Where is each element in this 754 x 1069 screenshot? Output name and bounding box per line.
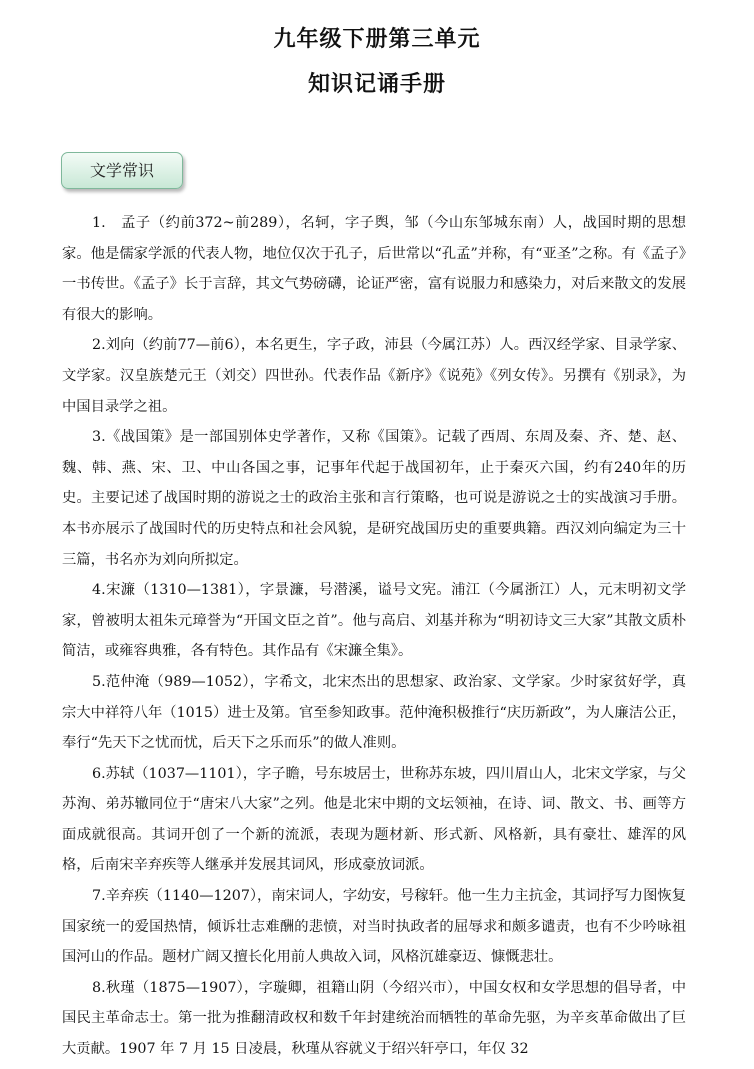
section-label-literary-knowledge: 文学常识 [61, 152, 183, 189]
paragraph-6: 6.苏轼（1037—1101），字子瞻，号东坡居士，世称苏东坡，四川眉山人，北宋文学家，与父苏洵、弟苏辙同位于“唐宋八大家”之列。他是北宋中期的文坛领袖，在诗、词、散文、书、画等方面成就很高。其词开创了一个新的流派，表现为题材新、形式新、风格新，具有豪壮、雄浑的风格，后南宋辛弃疾等人继承并发展其词风，形成豪放词派。 [62, 765, 686, 874]
paragraph-2: 2.刘向（约前77—前6），本名更生，字子政，沛县（今属江苏）人。西汉经学家、目录学家、文学家。汉皇族楚元王（刘交）四世孙。代表作品《新序》《说苑》《列女传》。另撰有《别录》，为中国目录学之祖。 [62, 337, 686, 415]
page-title: 九年级下册第三单元 [273, 27, 481, 52]
paragraph-5: 5.范仲淹（989—1052），字希文，北宋杰出的思想家、政治家、文学家。少时家贫好学，真宗大中祥符八年（1015）进士及第。官至参知政事。范仲淹积极推行“庆历新政”，为人廉洁公正，奉行“先天下之忧而忧，后天下之乐而乐”的做人准则。 [62, 673, 686, 752]
paragraph-7: 7.辛弃疾（1140—1207），南宋词人，字幼安，号稼轩。他一生力主抗金，其词抒写力图恢复国家统一的爱国热情，倾诉壮志难酬的悲愤，对当时执政者的屈辱求和颇多谴责，也有不少吟咏祖国河山的作品。题材广阔又擅长化用前人典故入词，风格沉雄豪迈、慷慨悲壮。 [62, 888, 686, 966]
page-subtitle: 知识记诵手册 [307, 72, 446, 97]
document-body [62, 208, 686, 1065]
paragraph-3: 3.《战国策》是一部国别体史学著作，又称《国策》。记载了西周、东周及秦、齐、楚、赵、魏、韩、燕、宋、卫、中山各国之事，记事年代起于战国初年，止于秦灭六国，约有240年的历史。主要记述了战国时期的游说之士的政治主张和言行策略，也可说是游说之士的实战演习手册。本书亦展示了战国时代的历史特点和社会风貌，是研究战国历史的重要典籍。西汉刘向编定为三十三篇，书名亦为刘向所拟定。 [62, 429, 686, 568]
paragraph-1: 1. 孟子（约前372~前289），名轲，字子舆，邹（今山东邹城东南）人，战国时期的思想家。他是儒家学派的代表人物，地位仅次于孔子，后世常以“孔孟”并称，有“亚圣”之称。有《孟子》一书传世。《孟子》长于言辞，其文气势磅礴，论证严密，富有说服力和感染力，对后来散文的发展有很大的影响。 [62, 215, 686, 323]
paragraph-8: 8.秋瑾（1875—1907），字璇卿，祖籍山阴（今绍兴市），中国女权和女学思想的倡导者，中国民主革命志士。第一批为推翻清政权和数千年封建统治而牺牲的革命先驱，为辛亥革命做出了巨大贡献。1907 年 7 月 15 日凌晨，秋瑾从容就义于绍兴轩亭口，年仅 32 [62, 979, 686, 1058]
paragraph-4: 4.宋濂（1310—1381），字景濂，号潜溪，谥号文宪。浦江（今属浙江）人，元末明初文学家，曾被明太祖朱元璋誉为“开国文臣之首”。他与高启、刘基并称为“明初诗文三大家”其散文质朴简洁，或雍容典雅，各有特色。其作品有《宋濂全集》。 [62, 582, 686, 660]
